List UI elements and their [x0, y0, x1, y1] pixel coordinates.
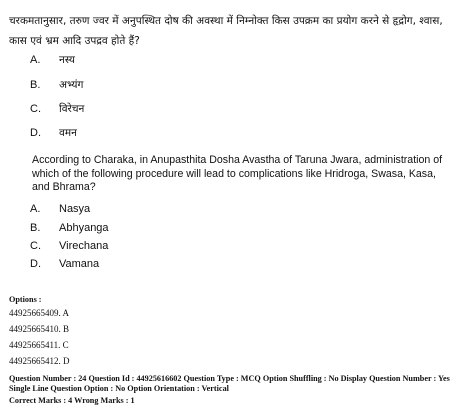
option-letter: D. [30, 258, 41, 270]
option-letter: B. [30, 79, 41, 91]
option-id-c: 44925665411. C [9, 340, 69, 350]
option-text: वमन [59, 127, 77, 139]
option-letter: C. [30, 103, 41, 115]
option-text: विरेचन [59, 103, 85, 115]
hindi-option-a [30, 53, 75, 67]
option-text: Abhyanga [59, 222, 109, 234]
question-metadata: Question Number : 24 Question Id : 44925616602 Question Type : MCQ Option Shuffling : No Display Question Number : Yes Single Line Question Option : No Option Orientation : Vertical [9, 374, 450, 393]
marks-info: Correct Marks : 4 Wrong Marks : 1 [9, 396, 135, 405]
english-option-a [30, 203, 90, 215]
option-text: Virechana [59, 240, 109, 252]
option-id-a: 44925665409. A [9, 308, 70, 318]
option-id-b: 44925665410. B [9, 324, 70, 334]
question-text-hindi: चरकमतानुसार, तरुण ज्वर में अनुपस्थित दोष की अवस्था में निम्नोक्त किस उपक्रम का प्रयोग करने से हृद्रोग, श्वास, कास एवं भ्रम आदि उपद्रव होते हैं? [9, 15, 443, 47]
english-option-d [30, 258, 99, 270]
option-letter: D. [30, 127, 41, 139]
option-id-d: 44925665412. D [9, 356, 70, 366]
option-letter: A. [30, 203, 41, 215]
hindi-option-c [30, 102, 84, 116]
option-text: Vamana [59, 258, 100, 270]
hindi-option-b [30, 78, 83, 92]
option-letter: B. [30, 222, 41, 234]
option-letter: A. [30, 54, 41, 66]
english-option-c [30, 240, 108, 252]
option-text: नस्य [59, 54, 76, 66]
option-text: अभ्यंग [59, 79, 84, 91]
hindi-option-d [30, 126, 77, 140]
options-label: Options : [9, 295, 42, 304]
english-option-b [30, 222, 109, 234]
option-text: Nasya [59, 203, 91, 215]
option-letter: C. [30, 240, 41, 252]
question-text-english: According to Charaka, in Anupasthita Dosha Avastha of Taruna Jwara, administration of which of the following procedure will lead to complications like Hridroga, Swasa, Kasa, and Bhrama? [32, 154, 443, 193]
